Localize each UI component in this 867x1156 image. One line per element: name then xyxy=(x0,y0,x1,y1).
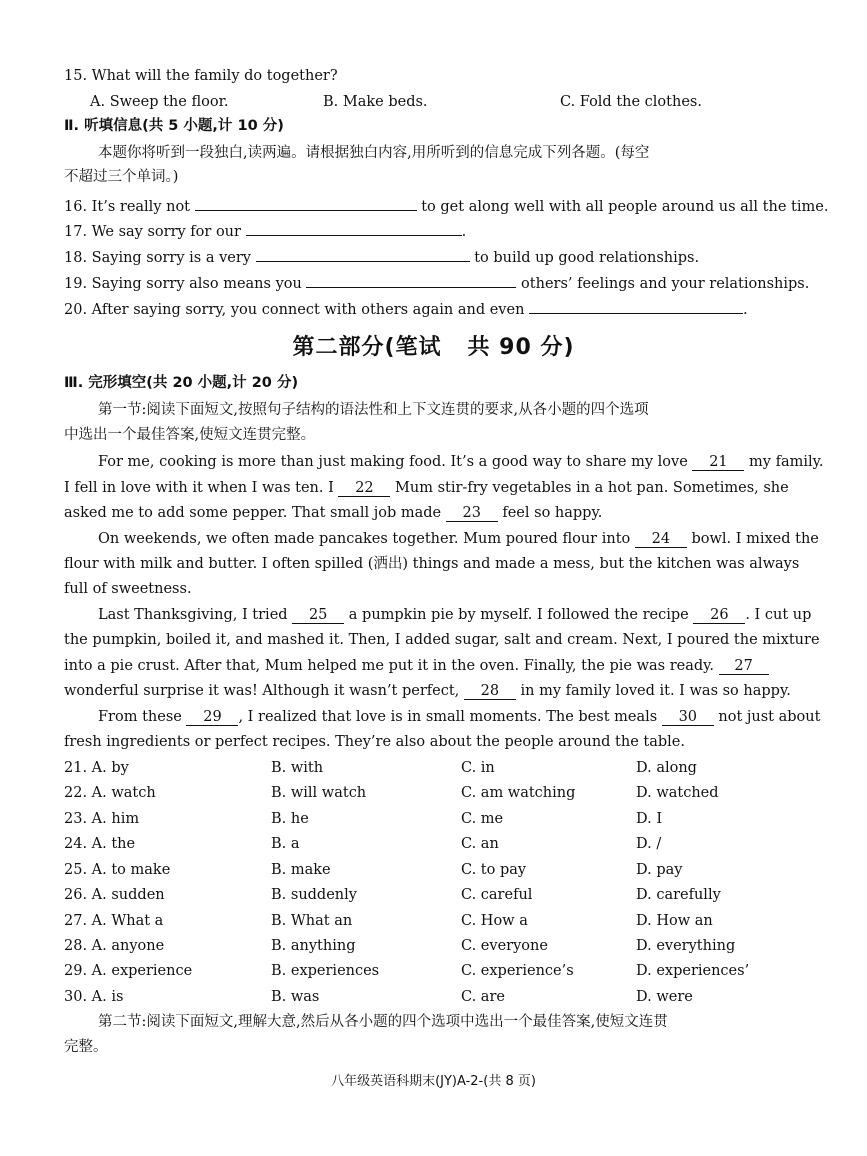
choice-24-c[interactable]: C. an xyxy=(461,836,499,852)
choice-28-a[interactable]: 28. A. anyone xyxy=(64,938,165,954)
passage-line-11 xyxy=(98,706,821,728)
passage-text: in my family loved it. I was so happy. xyxy=(520,683,791,699)
fill-item-19-suffix: others’ feelings and your relationships. xyxy=(521,276,810,292)
page-footer: 八年级英语科期末(JY)A-2-(共 8 页) xyxy=(331,1074,536,1089)
answer-blank-17[interactable] xyxy=(246,218,462,236)
fill-item-17-suffix: . xyxy=(461,224,467,240)
fill-item-20-prefix: 20. After saying sorry, you connect with others again and even xyxy=(64,302,525,318)
passage-text: From these xyxy=(98,709,182,725)
choice-30-b[interactable]: B. was xyxy=(271,989,320,1005)
cloze-blank-29[interactable]: 29 xyxy=(186,708,238,726)
choice-27-c[interactable]: C. How a xyxy=(461,913,528,929)
fill-item-16 xyxy=(64,193,829,218)
passage-text: asked me to add some pepper. That small job made xyxy=(64,505,442,521)
passage-line-12: fresh ingredients or perfect recipes. They’re also about the people around the table. xyxy=(64,734,685,750)
passage-text: into a pie crust. After that, Mum helped me put it in the oven. Finally, the pie was ready. xyxy=(64,658,715,674)
part2-title: 第二部分(笔试 共 90 分) xyxy=(292,335,575,360)
cloze-blank-30[interactable]: 30 xyxy=(662,708,714,726)
choice-25-d[interactable]: D. pay xyxy=(636,862,683,878)
section3-instruction-1: 第一节:阅读下面短文,按照句子结构的语法性和上下文连贯的要求,从各小题的四个选项 xyxy=(98,402,649,418)
fill-item-17-prefix: 17. We say sorry for our xyxy=(64,224,241,240)
choice-30-d[interactable]: D. were xyxy=(636,989,693,1005)
passage-line-7 xyxy=(98,604,812,626)
section3-heading: Ⅲ. 完形填空(共 20 小题,计 20 分) xyxy=(64,375,299,391)
choice-23-a[interactable]: 23. A. him xyxy=(64,811,140,827)
choice-26-d[interactable]: D. carefully xyxy=(636,887,721,903)
cloze-blank-21[interactable]: 21 xyxy=(692,453,744,471)
passage-line-5: flour with milk and butter. I often spilled (洒出) things and made a mess, but the kitchen was always xyxy=(64,556,800,572)
choice-25-a[interactable]: 25. A. to make xyxy=(64,862,171,878)
passage-text: a pumpkin pie by myself. I followed the recipe xyxy=(348,607,689,623)
passage-text: bowl. I mixed the xyxy=(691,531,819,547)
passage-text: Last Thanksgiving, I tried xyxy=(98,607,288,623)
choice-24-b[interactable]: B. a xyxy=(271,836,300,852)
passage-line-2 xyxy=(64,477,807,499)
section2-heading: Ⅱ. 听填信息(共 5 小题,计 10 分) xyxy=(64,118,284,134)
choice-22-d[interactable]: D. watched xyxy=(636,785,719,801)
sub2-instruction-2: 完整。 xyxy=(64,1039,108,1055)
fill-item-16-suffix: to get along well with all people around us all the time. xyxy=(421,199,829,215)
answer-blank-19[interactable] xyxy=(306,270,516,288)
fill-item-18-prefix: 18. Saying sorry is a very xyxy=(64,250,251,266)
choice-26-a[interactable]: 26. A. sudden xyxy=(64,887,165,903)
passage-line-4 xyxy=(98,528,819,550)
choice-23-c[interactable]: C. me xyxy=(461,811,504,827)
passage-line-10 xyxy=(64,680,807,702)
choice-22-a[interactable]: 22. A. watch xyxy=(64,785,156,801)
passage-text: Mum stir-fry vegetables in a hot pan. Sometimes, she xyxy=(395,480,789,496)
cloze-blank-23[interactable]: 23 xyxy=(446,504,498,522)
choice-23-d[interactable]: D. I xyxy=(636,811,663,827)
choice-25-b[interactable]: B. make xyxy=(271,862,331,878)
section3-instruction-2: 中选出一个最佳答案,使短文连贯完整。 xyxy=(64,427,316,443)
fill-item-18-suffix: to build up good relationships. xyxy=(474,250,700,266)
answer-blank-16[interactable] xyxy=(195,193,417,211)
choice-29-d[interactable]: D. experiences’ xyxy=(636,963,750,979)
cloze-blank-22[interactable]: 22 xyxy=(338,479,390,497)
fill-item-19-prefix: 19. Saying sorry also means you xyxy=(64,276,302,292)
passage-text: , I realized that love is in small moments. The best meals xyxy=(238,709,658,725)
choice-23-b[interactable]: B. he xyxy=(271,811,309,827)
choice-24-a[interactable]: 24. A. the xyxy=(64,836,136,852)
choice-26-c[interactable]: C. careful xyxy=(461,887,533,903)
fill-item-16-prefix: 16. It’s really not xyxy=(64,199,191,215)
choice-27-d[interactable]: D. How an xyxy=(636,913,713,929)
passage-text: On weekends, we often made pancakes together. Mum poured flour into xyxy=(98,531,631,547)
fill-item-18 xyxy=(64,244,807,269)
passage-line-1 xyxy=(98,451,824,473)
choice-21-d[interactable]: D. along xyxy=(636,760,697,776)
q15-question: 15. What will the family do together? xyxy=(64,68,338,84)
passage-line-8: the pumpkin, boiled it, and mashed it. Then, I added sugar, salt and cream. Next, I poured the mixture xyxy=(64,632,820,648)
cloze-blank-27[interactable]: 27 xyxy=(719,657,769,675)
choice-28-c[interactable]: C. everyone xyxy=(461,938,548,954)
sub2-instruction-1: 第二节:阅读下面短文,理解大意,然后从各小题的四个选项中选出一个最佳答案,使短文连贯 xyxy=(98,1014,668,1030)
q15-option-a: A. Sweep the floor. xyxy=(90,94,229,110)
choice-26-b[interactable]: B. suddenly xyxy=(271,887,357,903)
cloze-blank-26[interactable]: 26 xyxy=(693,606,745,624)
passage-text: For me, cooking is more than just making food. It’s a good way to share my love xyxy=(98,454,688,470)
passage-text: I fell in love with it when I was ten. I xyxy=(64,480,334,496)
q15-option-b: B. Make beds. xyxy=(323,94,428,110)
cloze-blank-25[interactable]: 25 xyxy=(292,606,344,624)
choice-27-a[interactable]: 27. A. What a xyxy=(64,913,164,929)
choice-21-a[interactable]: 21. A. by xyxy=(64,760,129,776)
choice-24-d[interactable]: D. / xyxy=(636,836,662,852)
choice-21-b[interactable]: B. with xyxy=(271,760,324,776)
choice-28-d[interactable]: D. everything xyxy=(636,938,736,954)
answer-blank-18[interactable] xyxy=(256,244,470,262)
choice-30-c[interactable]: C. are xyxy=(461,989,505,1005)
section2-instruction-1: 本题你将听到一段独白,读两遍。请根据独白内容,用所听到的信息完成下列各题。(每空 xyxy=(98,145,650,161)
passage-line-6: full of sweetness. xyxy=(64,581,192,597)
choice-29-b[interactable]: B. experiences xyxy=(271,963,380,979)
cloze-blank-24[interactable]: 24 xyxy=(635,530,687,548)
q15-option-c: C. Fold the clothes. xyxy=(560,94,702,110)
passage-text: . I cut up xyxy=(745,607,812,623)
choice-29-c[interactable]: C. experience’s xyxy=(461,963,574,979)
choice-27-b[interactable]: B. What an xyxy=(271,913,353,929)
choice-22-c[interactable]: C. am watching xyxy=(461,785,576,801)
fill-item-17 xyxy=(64,218,807,243)
passage-text: feel so happy. xyxy=(502,505,603,521)
passage-text: my family. xyxy=(749,454,824,470)
choice-21-c[interactable]: C. in xyxy=(461,760,495,776)
section2-instruction-2: 不超过三个单词。) xyxy=(64,169,179,185)
choice-30-a[interactable]: 30. A. is xyxy=(64,989,124,1005)
passage-line-3 xyxy=(64,502,807,524)
fill-item-19 xyxy=(64,270,810,295)
passage-text: not just about xyxy=(718,709,821,725)
fill-item-20 xyxy=(64,296,807,321)
choice-22-b[interactable]: B. will watch xyxy=(271,785,367,801)
fill-item-20-suffix: . xyxy=(743,302,748,318)
passage-text: wonderful surprise it was! Although it wasn’t perfect, xyxy=(64,683,460,699)
choice-29-a[interactable]: 29. A. experience xyxy=(64,963,193,979)
choice-28-b[interactable]: B. anything xyxy=(271,938,356,954)
passage-line-9 xyxy=(64,655,807,677)
cloze-blank-28[interactable]: 28 xyxy=(464,682,516,700)
choice-25-c[interactable]: C. to pay xyxy=(461,862,527,878)
answer-blank-20[interactable] xyxy=(529,296,743,314)
